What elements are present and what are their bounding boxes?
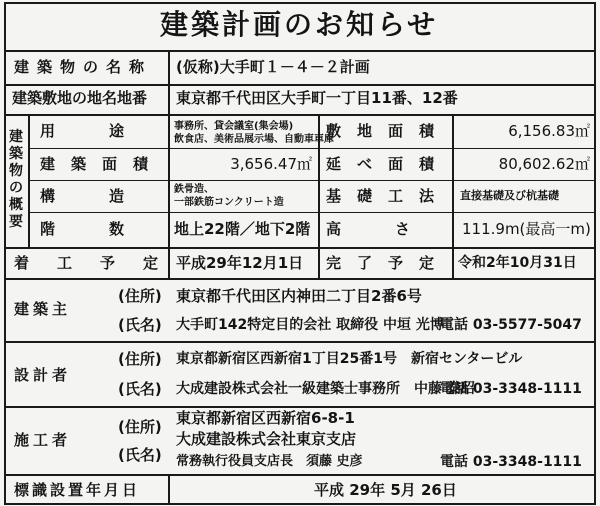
use-value-line1: 事務所、貸会議室(集会場) [174,121,294,132]
use-label: 用 途 [40,122,133,140]
completion-date-label: 完了予定 [326,254,451,272]
building-area-label: 建築面積 [40,155,165,173]
divider [28,148,596,149]
designer-address-label: (住所) [118,350,162,368]
designer-address: 東京都新宿区西新宿1丁目25番1号 新宿センタービル [176,351,523,367]
site-address-label: 建築敷地の地名地番 [12,89,148,107]
building-name-value: (仮称)大手町１－４－２計画 [176,58,370,76]
contractor-label: 施工者 [14,431,72,449]
contractor-address-label: (住所) [118,418,162,436]
use-value-line2: 飲食店、美術品展示場、自動車車庫 [174,134,334,145]
border-right [594,2,596,505]
divider [4,341,596,343]
designer-name-label: (氏名) [118,380,162,398]
site-area-value: 6,156.83㎡ [508,122,590,140]
floors-label: 階 数 [40,220,133,238]
structure-label: 構 造 [40,187,133,205]
contractor-representative: 常務執行役員支店長 須藤 史彦 [176,454,363,469]
border-top [4,2,596,4]
height-label: 高 さ [326,220,419,238]
contractor-address: 東京都新宿区西新宿6-8-1 [176,409,355,427]
divider [4,84,596,86]
divider [28,114,30,248]
owner-address-label: (住所) [118,287,162,305]
designer-name: 大成建設株式会社一級建築士事務所 中藤 泰昭 [176,381,475,397]
contractor-name-label: (氏名) [118,446,162,464]
building-area-value: 3,656.47㎡ [230,155,312,173]
owner-name: 大手町142特定目的会社 取締役 中垣 光博 [176,317,444,333]
divider [28,212,596,213]
designer-label: 設計者 [14,366,72,384]
divider [168,50,170,279]
divider [4,247,596,249]
overview-group-label: 建築物の概要 [9,129,23,230]
border-bottom [4,503,596,505]
floors-value: 地上22階／地下2階 [174,220,311,238]
contractor-phone: 電話 03-3348-1111 [440,454,582,470]
site-address-value: 東京都千代田区大手町一丁目11番、12番 [176,89,458,107]
contractor-company: 大成建設株式会社東京支店 [176,430,357,448]
height-value: 111.9m(最高一m) [462,220,591,238]
divider [4,50,596,52]
divider [168,474,170,505]
owner-address: 東京都千代田区内神田二丁目2番6号 [176,287,422,305]
divider [4,406,596,408]
owner-phone: 電話 03-5577-5047 [440,317,582,333]
completion-date-value: 令和2年10月31日 [458,255,577,271]
sign-title: 建築計画のお知らせ [160,8,439,41]
site-area-label: 敷地面積 [326,122,451,140]
total-floor-area-value: 80,602.62㎡ [498,155,590,173]
border-left [4,2,6,505]
divider [28,180,596,181]
structure-value-line2: 一部鉄筋コンクリート造 [174,197,284,208]
owner-name-label: (氏名) [118,316,162,334]
start-date-label: 着工予定 [14,254,187,272]
posted-date-label: 標識設置年月日 [14,481,141,499]
foundation-label: 基礎工法 [326,187,451,205]
posted-date-value: 平成 29年 5月 26日 [314,481,457,499]
divider [4,278,596,280]
divider [452,114,454,279]
building-name-label: 建築物の名称 [14,58,153,76]
divider [4,474,596,476]
designer-phone: 電話 03-3348-1111 [440,381,582,397]
start-date-value: 平成29年12月1日 [176,254,304,272]
owner-label: 建築主 [14,300,72,318]
divider [4,114,596,116]
total-floor-area-label: 延べ面積 [326,155,451,173]
structure-value-line1: 鉄骨造、 [174,184,214,195]
foundation-value: 直接基礎及び杭基礎 [460,189,559,202]
